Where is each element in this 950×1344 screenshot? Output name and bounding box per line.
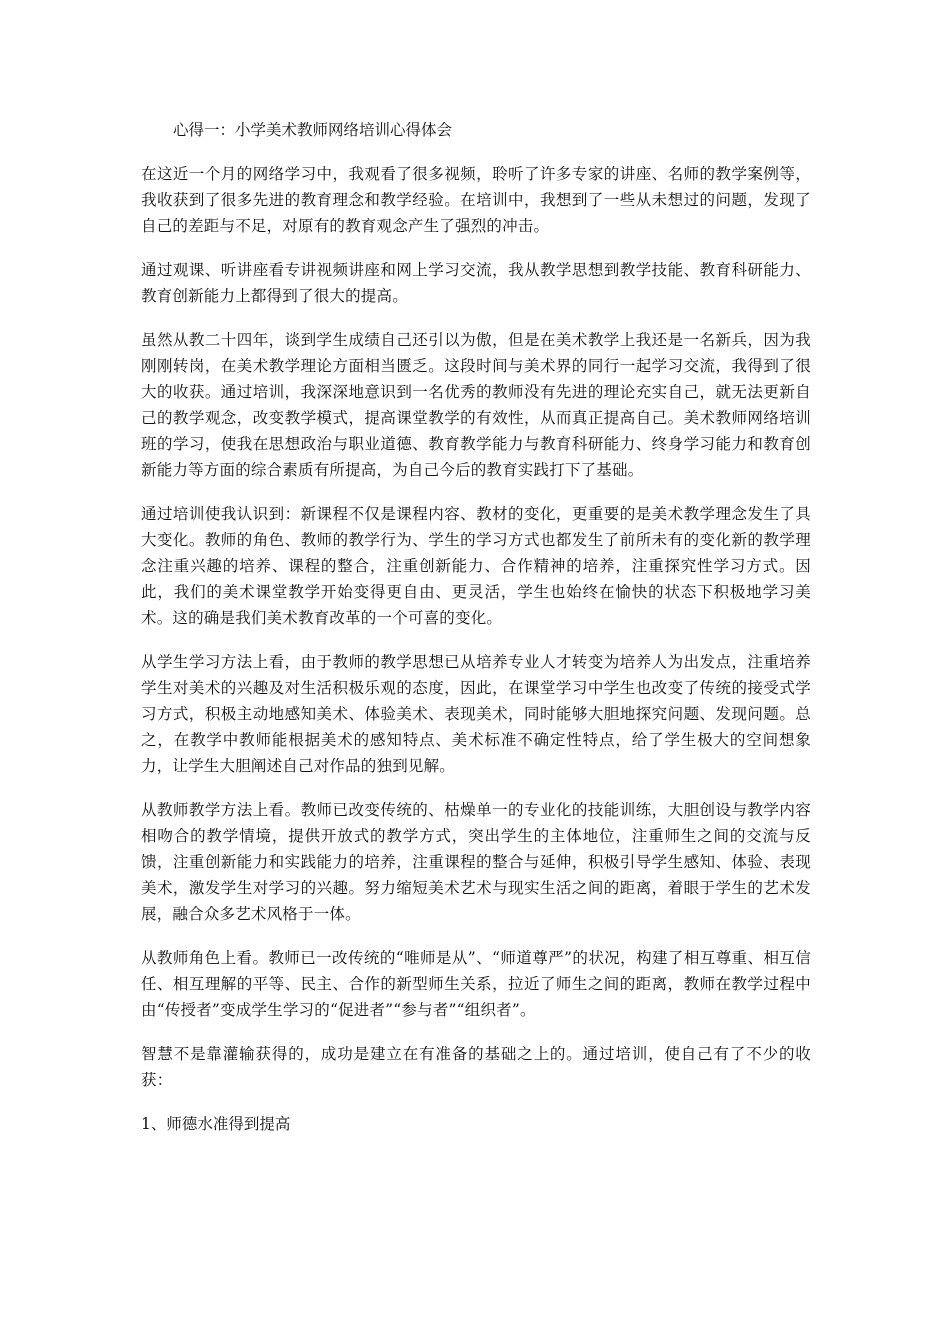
- document-body: [141, 117, 811, 1137]
- paragraph-8: 智慧不是靠灌输获得的，成功是建立在有准备的基础之上的。通过培训，使自己有了不少的收获：: [141, 1045, 811, 1089]
- document-title: 心得一：小学美术教师网络培训心得体会: [173, 121, 453, 139]
- paragraph-2: 通过观课、听讲座看专讲视频讲座和网上学习交流，我从教学思想到教学技能、教育科研能力、教育创新能力上都得到了很大的提高。: [141, 261, 811, 305]
- paragraph-6: 从教师教学方法上看。教师已改变传统的、枯燥单一的专业化的技能训练，大胆创设与教学内容相吻合的教学情境，提供开放式的教学方式，突出学生的主体地位，注重师生之间的交流与反馈，注重创新能力和实践能力的培养，注重课程的整合与延伸，积极引导学生感知、体验、表现美术，激发学生对学习的兴趣。努力缩短美术艺术与现实生活之间的距离，着眼于学生的艺术发展，融合众多艺术风格于一体。: [141, 801, 811, 923]
- list-item-1: 1、师德水准得到提高: [141, 1115, 291, 1133]
- paragraph-5: 从学生学习方法上看，由于教师的教学思想已从培养专业人才转变为培养人为出发点，注重培养学生对美术的兴趣及对生活积极乐观的态度，因此，在课堂学习中学生也改变了传统的接受式学习方式，积极主动地感知美术、体验美术、表现美术，同时能够大胆地探究问题、发现问题。总之，在教学中教师能根据美术的感知特点、美术标准不确定性特点，给了学生极大的空间想象力，让学生大胆阐述自己对作品的独到见解。: [141, 653, 811, 775]
- paragraph-7: 从教师角色上看。教师已一改传统的“唯师是从”、“师道尊严”的状况，构建了相互尊重、相互信任、相互理解的平等、民主、合作的新型师生关系，拉近了师生之间的距离，教师在教学过程中由“传授者”变成学生学习的“促进者”“参与者”“组织者”。: [141, 949, 811, 1019]
- paragraph-1: 在这近一个月的网络学习中，我观看了很多视频，聆听了许多专家的讲座、名师的教学案例等，我收获到了很多先进的教育理念和教学经验。在培训中，我想到了一些从未想过的问题，发现了自己的差距与不足，对原有的教育观念产生了强烈的冲击。: [141, 165, 811, 235]
- paragraph-3: 虽然从教二十四年，谈到学生成绩自己还引以为傲，但是在美术教学上我还是一名新兵，因为我刚刚转岗，在美术教学理论方面相当匮乏。这段时间与美术界的同行一起学习交流，我得到了很大的收获。通过培训，我深深地意识到一名优秀的教师没有先进的理论充实自己，就无法更新自己的教学观念，改变教学模式，提高课堂教学的有效性，从而真正提高自己。美术教师网络培训班的学习，使我在思想政治与职业道德、教育教学能力与教育科研能力、终身学习能力和教育创新能力等方面的综合素质有所提高，为自己今后的教育实践打下了基础。: [141, 331, 811, 479]
- paragraph-4: 通过培训使我认识到：新课程不仅是课程内容、教材的变化，更重要的是美术教学理念发生了具大变化。教师的角色、教师的教学行为、学生的学习方式也都发生了前所未有的变化新的教学理念注重兴趣的培养、课程的整合，注重创新能力、合作精神的培养，注重探究性学习方式。因此，我们的美术课堂教学开始变得更自由、更灵活，学生也始终在愉快的状态下积极地学习美术。这的确是我们美术教育改革的一个可喜的变化。: [141, 505, 811, 627]
